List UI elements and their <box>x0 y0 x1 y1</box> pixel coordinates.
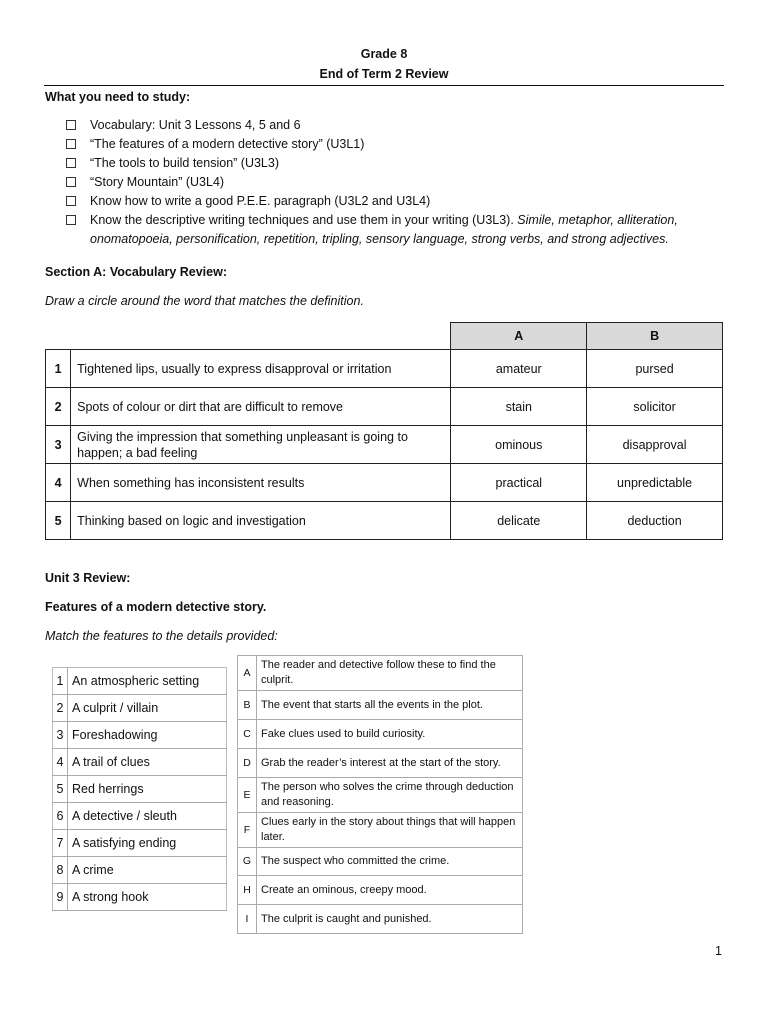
checkbox-icon[interactable] <box>66 120 76 130</box>
option-a[interactable]: ominous <box>451 426 587 464</box>
list-item: 6 A detective / sleuth <box>53 803 227 830</box>
table-row: 3 Giving the impression that something unpleasant is going to happen; a bad feeling ominous disapproval <box>46 426 723 464</box>
list-item: G The suspect who committed the crime. <box>238 848 523 876</box>
table-row: 2 Spots of colour or dirt that are difficult to remove stain solicitor <box>46 388 723 426</box>
list-item: A The reader and detective follow these to find the culprit. <box>238 656 523 691</box>
list-item: I The culprit is caught and punished. <box>238 905 523 934</box>
checkbox-icon[interactable] <box>66 215 76 225</box>
list-item: 1 An atmospheric setting <box>53 668 227 695</box>
option-b[interactable]: deduction <box>587 502 723 540</box>
column-b-header: B <box>587 323 723 350</box>
checkbox-icon[interactable] <box>66 158 76 168</box>
study-item: Know the descriptive writing techniques and use them in your writing (U3L3). Simile, metaphor, alliteration, onomatopoeia, personification, repetition, tripling, sensory language, strong verbs, and strong adjectives. <box>66 211 726 249</box>
list-item: D Grab the reader’s interest at the start of the story. <box>238 749 523 778</box>
checkbox-icon[interactable] <box>66 177 76 187</box>
unit3-subheading: Features of a modern detective story. <box>45 600 267 614</box>
list-item: H Create an ominous, creepy mood. <box>238 876 523 905</box>
list-item: F Clues early in the story about things that will happen later. <box>238 813 523 848</box>
page-title: End of Term 2 Review <box>319 67 449 81</box>
study-item: “The features of a modern detective story” (U3L1) <box>66 135 726 154</box>
checkbox-icon[interactable] <box>66 196 76 206</box>
page-number: 1 <box>715 944 722 958</box>
study-item: Vocabulary: Unit 3 Lessons 4, 5 and 6 <box>66 116 726 135</box>
header-divider <box>44 85 724 86</box>
list-item: 9 A strong hook <box>53 884 227 911</box>
section-a-heading: Section A: Vocabulary Review: <box>45 265 227 279</box>
option-a[interactable]: practical <box>451 464 587 502</box>
option-a[interactable]: stain <box>451 388 587 426</box>
list-item: 2 A culprit / villain <box>53 695 227 722</box>
table-row: 1 Tightened lips, usually to express disapproval or irritation amateur pursed <box>46 350 723 388</box>
section-a-instruction: Draw a circle around the word that matches the definition. <box>45 294 364 308</box>
study-item: “Story Mountain” (U3L4) <box>66 173 726 192</box>
option-a[interactable]: delicate <box>451 502 587 540</box>
list-item: C Fake clues used to build curiosity. <box>238 720 523 749</box>
study-item: Know how to write a good P.E.E. paragraph (U3L2 and U3L4) <box>66 192 726 211</box>
study-item: “The tools to build tension” (U3L3) <box>66 154 726 173</box>
vocabulary-table <box>45 322 723 540</box>
list-item: E The person who solves the crime through deduction and reasoning. <box>238 778 523 813</box>
study-checklist <box>66 116 726 249</box>
list-item: 5 Red herrings <box>53 776 227 803</box>
grade-title: Grade 8 <box>360 47 408 61</box>
study-heading: What you need to study: <box>45 90 191 104</box>
checkbox-icon[interactable] <box>66 139 76 149</box>
list-item: B The event that starts all the events in the plot. <box>238 691 523 720</box>
column-a-header: A <box>451 323 587 350</box>
list-item: 8 A crime <box>53 857 227 884</box>
option-b[interactable]: unpredictable <box>587 464 723 502</box>
list-item: 3 Foreshadowing <box>53 722 227 749</box>
list-item: 4 A trail of clues <box>53 749 227 776</box>
features-table <box>52 667 227 911</box>
option-a[interactable]: amateur <box>451 350 587 388</box>
table-row: 5 Thinking based on logic and investigation delicate deduction <box>46 502 723 540</box>
unit3-instruction: Match the features to the details provided: <box>45 629 278 643</box>
list-item: 7 A satisfying ending <box>53 830 227 857</box>
table-row: 4 When something has inconsistent results practical unpredictable <box>46 464 723 502</box>
option-b[interactable]: pursed <box>587 350 723 388</box>
option-b[interactable]: solicitor <box>587 388 723 426</box>
details-table <box>237 655 523 934</box>
option-b[interactable]: disapproval <box>587 426 723 464</box>
unit3-heading: Unit 3 Review: <box>45 571 131 585</box>
